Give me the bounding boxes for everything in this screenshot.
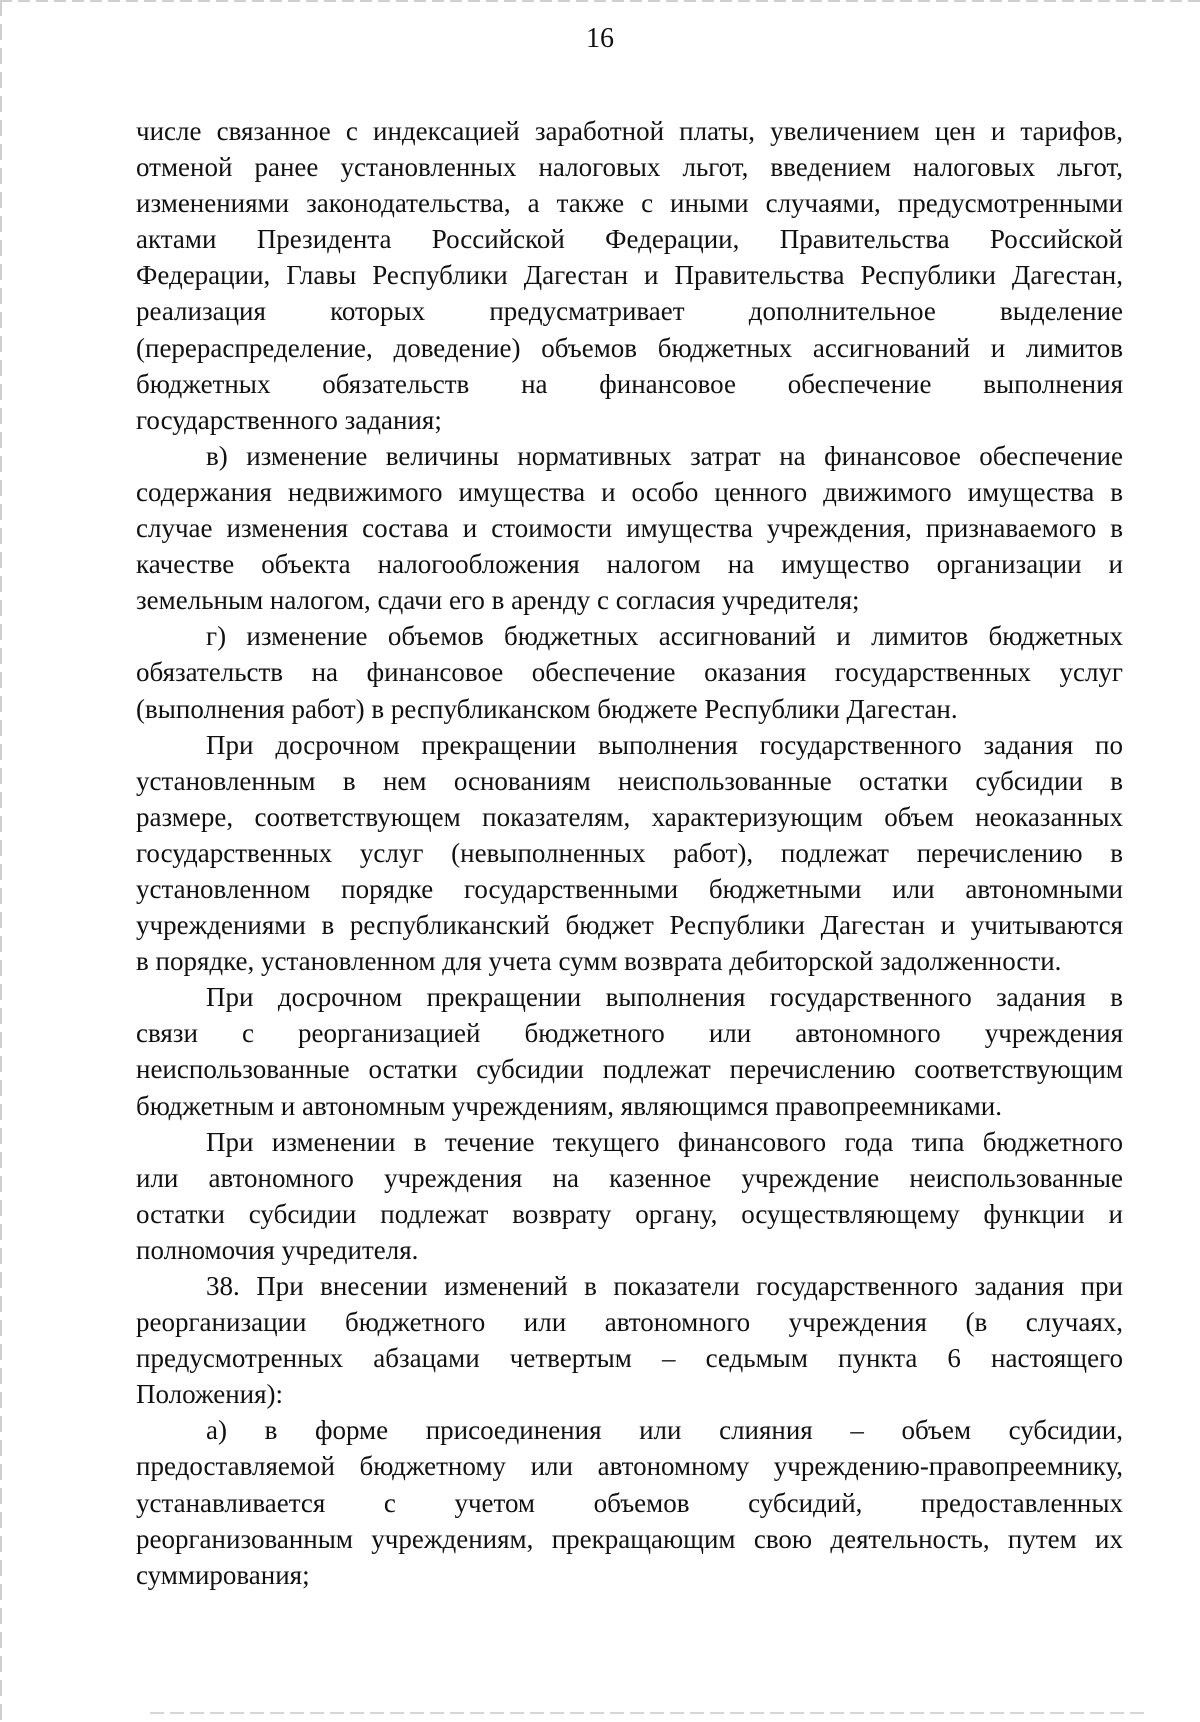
text-line: 38. При внесении изменений в показатели государственного задания при (206, 1271, 1123, 1301)
text-line: связи с реорганизацией бюджетного или автономного учреждения (136, 1018, 1123, 1049)
text-line: неиспользованные остатки субсидии подлежат перечислению соответствующим (136, 1054, 1123, 1085)
text-line: полномочия учредителя. (136, 1234, 419, 1265)
text-line: реализация которых предусматривает дополнительное выделение (136, 296, 1123, 327)
text-line: Федерации, Главы Республики Дагестан и Правительства Республики Дагестан, (136, 260, 1123, 291)
text-line: остатки субсидии подлежат возврату органу, осуществляющему функции и (136, 1198, 1123, 1229)
text-line: (выполнения работ) в республиканском бюджете Республики Дагестан. (136, 693, 958, 724)
text-line: или автономного учреждения на казенное учреждение неиспользованные (136, 1162, 1123, 1193)
text-line: а) в форме присоединения или слияния – объем субсидии, (206, 1415, 1123, 1446)
text-line: в) изменение величины нормативных затрат на финансовое обеспечение (206, 440, 1123, 471)
paragraph (136, 979, 1123, 1123)
scan-border-left (0, 0, 2, 1722)
text-line: числе связанное с индексацией заработной платы, увеличением цен и тарифов, (136, 116, 1123, 146)
text-line: суммирования; (136, 1559, 310, 1590)
paragraph (136, 727, 1123, 980)
paragraph (136, 1124, 1123, 1268)
text-line: установленном порядке государственными бюджетными или автономными (136, 873, 1123, 904)
paragraph (136, 438, 1123, 618)
paragraph (136, 1268, 1123, 1412)
text-line: качестве объекта налогообложения налогом на имущество организации и (136, 549, 1123, 580)
text-line: содержания недвижимого имущества и особо ценного движимого имущества в (136, 476, 1123, 507)
text-line: При досрочном прекращении выполнения государственного задания в (206, 982, 1123, 1013)
page-number: 16 (586, 23, 614, 54)
text-line: установленным в нем основаниям неиспользованные остатки субсидии в (136, 765, 1123, 796)
text-line: бюджетных обязательств на финансовое обеспечение выполнения (136, 368, 1123, 399)
text-line: г) изменение объемов бюджетных ассигнований и лимитов бюджетных (206, 621, 1123, 652)
text-line: При досрочном прекращении выполнения государственного задания по (206, 729, 1123, 760)
scan-border-top (0, 0, 1200, 2)
text-line: размере, соответствующем показателям, характеризующим объем неоказанных (136, 801, 1123, 832)
paragraph (136, 618, 1123, 726)
paragraph (136, 113, 1123, 438)
document-body (136, 113, 1123, 1593)
text-line: обязательств на финансовое обеспечение оказания государственных услуг (136, 657, 1123, 688)
text-line: бюджетным и автономным учреждениям, являющимся правопреемниками. (136, 1090, 1003, 1121)
text-line: (перераспределение, доведение) объемов бюджетных ассигнований и лимитов (136, 332, 1123, 363)
text-line: Положения): (136, 1379, 284, 1410)
text-line: предусмотренных абзацами четвертым – седьмым пункта 6 настоящего (136, 1343, 1123, 1374)
text-line: предоставляемой бюджетному или автономному учреждению-правопреемнику, (136, 1451, 1123, 1482)
text-line: изменениями законодательства, а также с иными случаями, предусмотренными (136, 188, 1123, 219)
text-line: При изменении в течение текущего финансового года типа бюджетного (206, 1126, 1123, 1157)
text-line: устанавливается с учетом объемов субсидий, предоставленных (136, 1487, 1123, 1518)
scan-border-bottom (150, 1712, 1150, 1714)
text-line: земельным налогом, сдачи его в аренду с согласия учредителя; (136, 585, 860, 616)
text-line: государственного задания; (136, 404, 442, 435)
text-line: случае изменения состава и стоимости имущества учреждения, признаваемого в (136, 513, 1123, 544)
text-line: государственных услуг (невыполненных работ), подлежат перечислению в (136, 837, 1123, 868)
text-line: актами Президента Российской Федерации, Правительства Российской (136, 224, 1123, 255)
paragraph (136, 1412, 1123, 1592)
text-line: реорганизации бюджетного или автономного учреждения (в случаях, (136, 1307, 1123, 1338)
text-line: отменой ранее установленных налоговых льгот, введением налоговых льгот, (136, 152, 1123, 183)
text-line: реорганизованным учреждениям, прекращающим свою деятельность, путем их (136, 1523, 1123, 1554)
text-line: в порядке, установленном для учета сумм возврата дебиторской задолженности. (136, 946, 1062, 977)
text-line: учреждениями в республиканский бюджет Республики Дагестан и учитываются (136, 910, 1123, 941)
